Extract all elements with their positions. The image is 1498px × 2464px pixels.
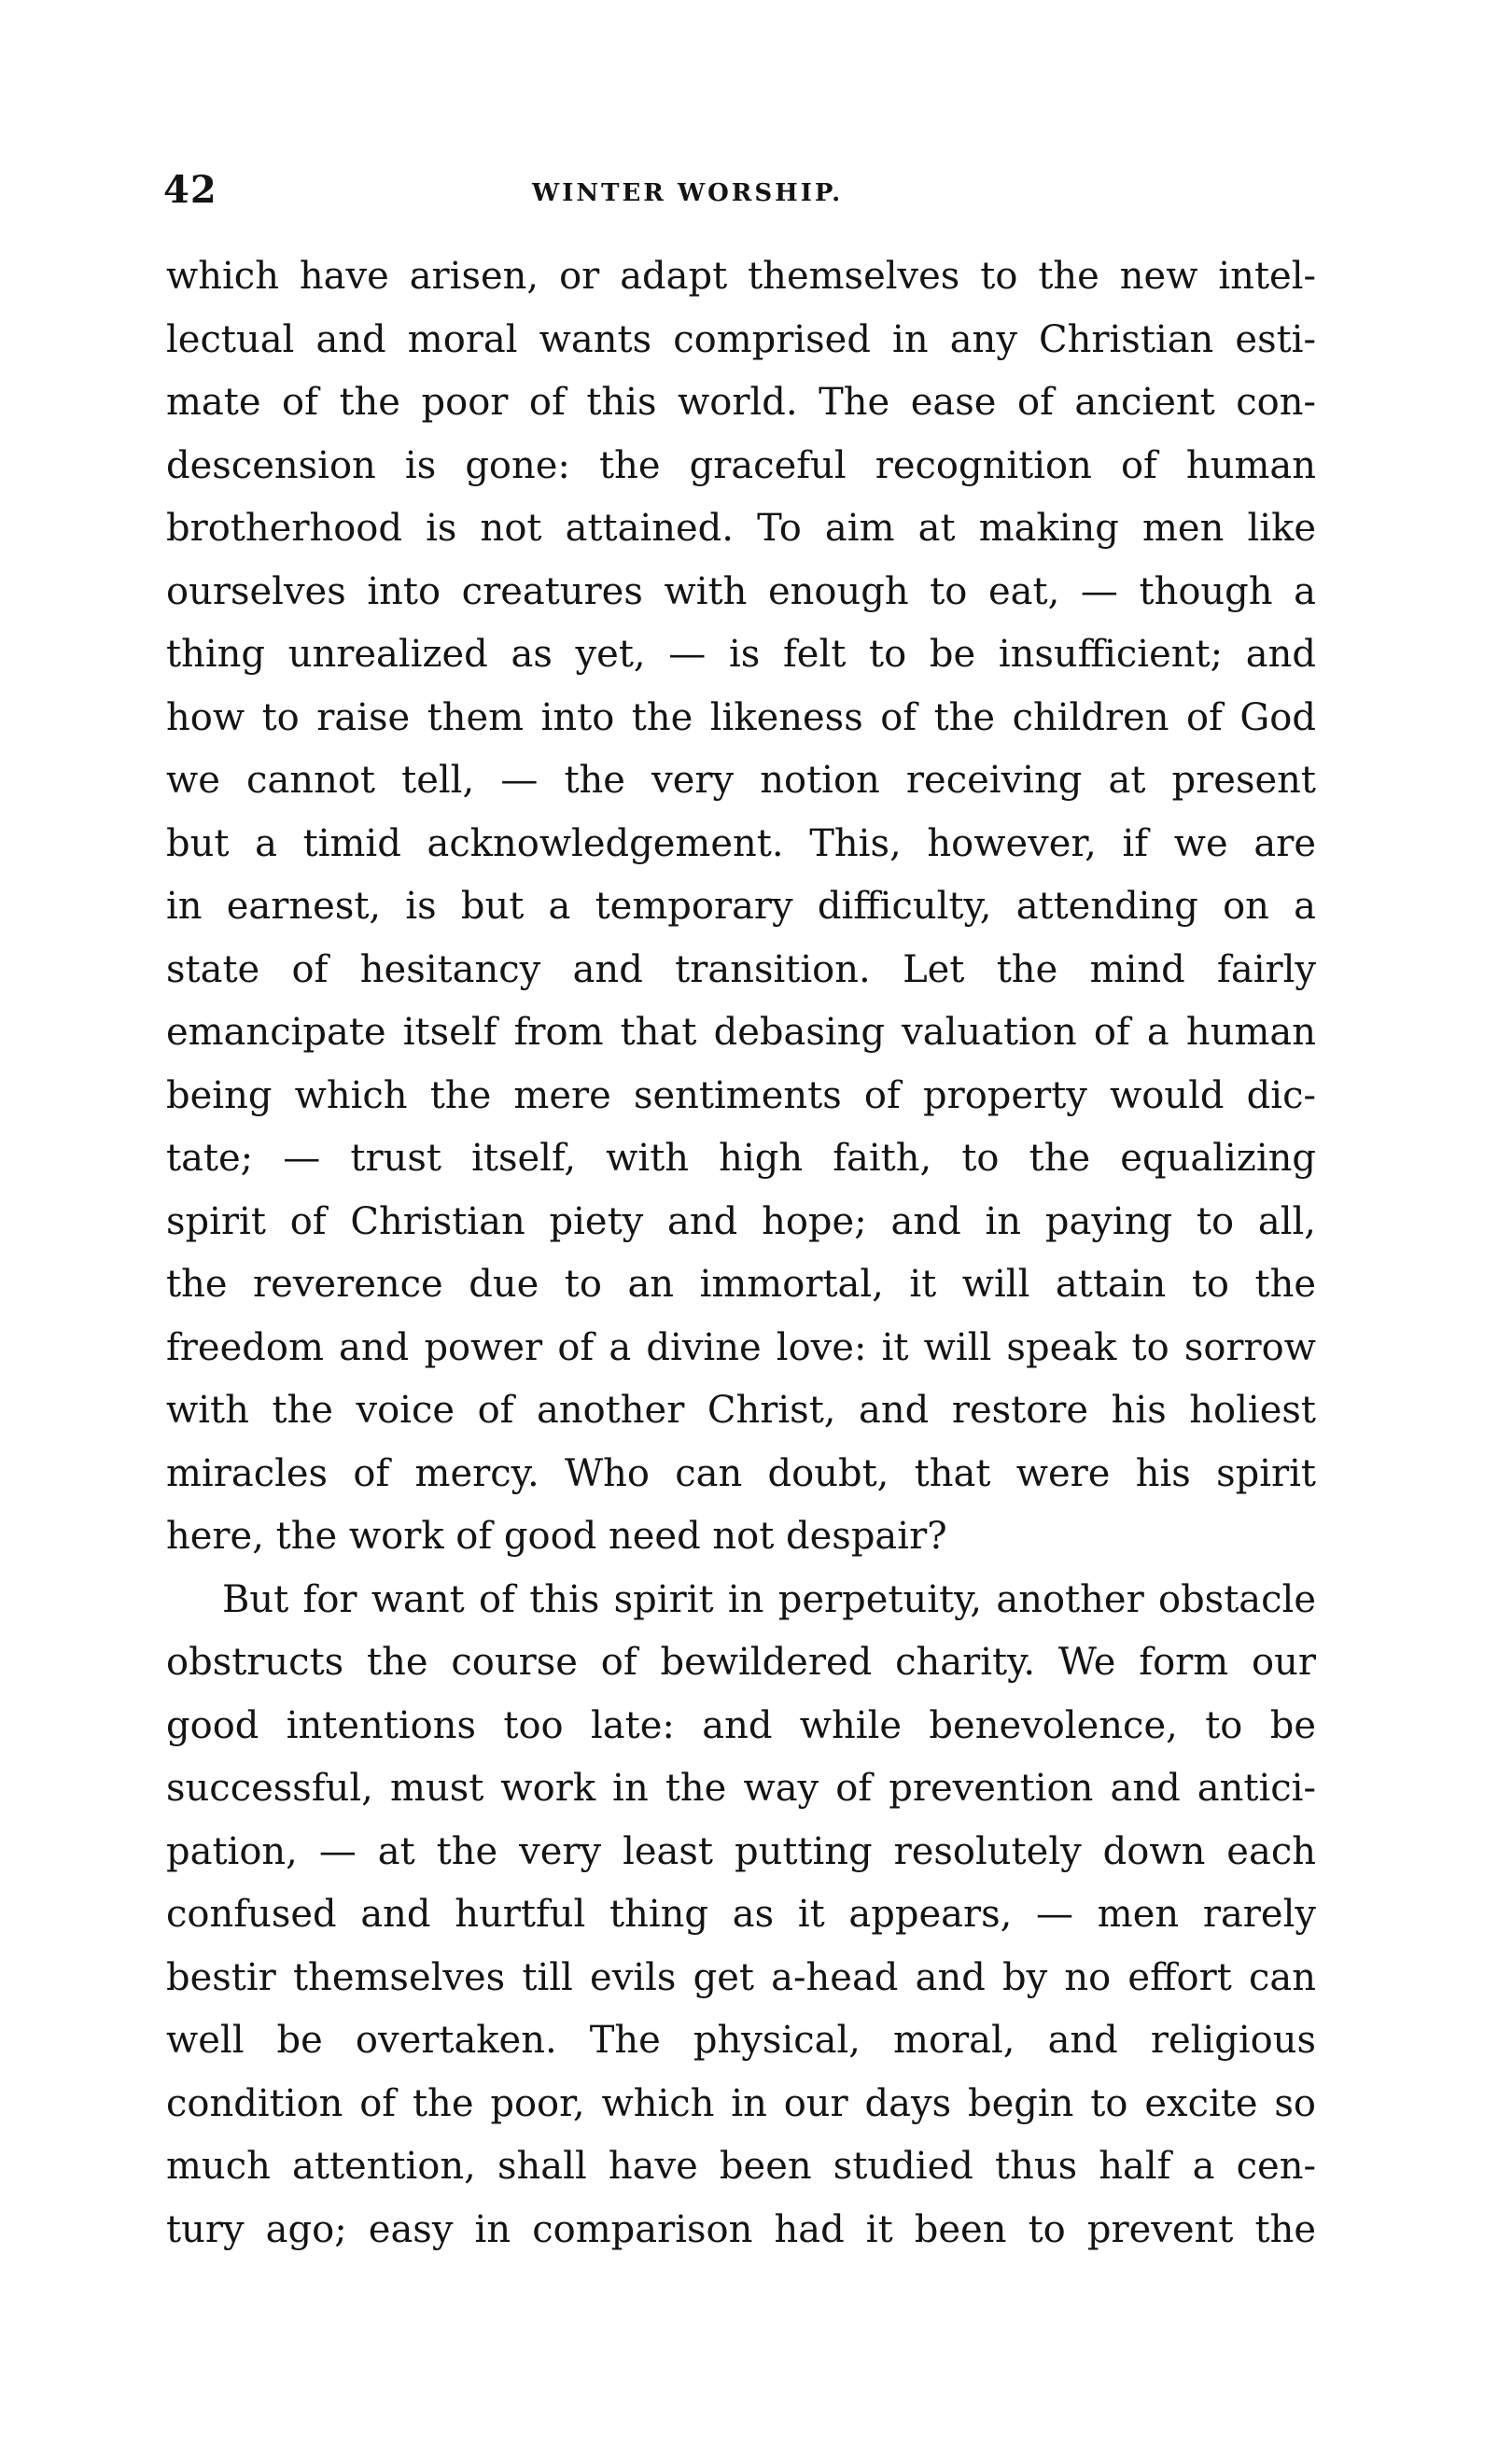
text-line: freedom and power of a divine love: it will speak to sorrow: [166, 1325, 1316, 1369]
text-line: confused and hurtful thing as it appears, — men rarely: [166, 1893, 1316, 1936]
text-line: bestir themselves till evils get a-head and by no effort can: [166, 1955, 1316, 1999]
text-line: tury ago; easy in comparison had it been to prevent the: [166, 2207, 1316, 2251]
text-line: successful, must work in the way of prevention and antici-: [166, 1767, 1316, 1810]
text-line: but a timid acknowledgement. This, however, if we are: [166, 821, 1316, 865]
text-line: lectual and moral wants comprised in any Christian esti-: [166, 317, 1316, 361]
text-line: with the voice of another Christ, and restore his holiest: [166, 1389, 1316, 1432]
text-line: mate of the poor of this world. The ease of ancient con-: [166, 381, 1316, 424]
text-line: tate; — trust itself, with high faith, to the equalizing: [166, 1137, 1316, 1180]
text-line: emancipate itself from that debasing valuation of a human: [166, 1011, 1316, 1054]
text-line: ourselves into creatures with enough to eat, — though a: [166, 569, 1316, 613]
text-line: which have arisen, or adapt themselves to the new intel-: [166, 255, 1316, 298]
text-line: how to raise them into the likeness of the children of God: [166, 695, 1316, 739]
text-line: well be overtaken. The physical, moral, and religious: [166, 2019, 1316, 2062]
text-line: much attention, shall have been studied thus half a cen-: [166, 2145, 1316, 2188]
text-line: the reverence due to an immortal, it will attain to the: [166, 1263, 1316, 1306]
text-line: pation, — at the very least putting resolutely down each: [166, 1829, 1316, 1873]
text-line: brotherhood is not attained. To aim at making men like: [166, 507, 1316, 550]
text-line: descension is gone: the graceful recognition of human: [166, 443, 1316, 487]
paragraph-end-line: here, the work of good need not despair?: [166, 1515, 947, 1558]
text-line: we cannot tell, — the very notion receiving at present: [166, 759, 1316, 802]
text-line: condition of the poor, which in our days begin to excite so: [166, 2081, 1316, 2125]
text-line: in earnest, is but a temporary difficulty, attending on a: [166, 885, 1316, 928]
running-head: WINTER WORSHIP.: [532, 179, 844, 207]
text-line: being which the mere sentiments of property would dic-: [166, 1073, 1316, 1117]
text-line: miracles of mercy. Who can doubt, that were his spirit: [166, 1451, 1316, 1495]
text-line: spirit of Christian piety and hope; and in paying to all,: [166, 1199, 1316, 1243]
page-number: 42: [163, 168, 217, 212]
text-line: obstructs the course of bewildered charity. We form our: [166, 1641, 1316, 1684]
body-text: [166, 245, 1316, 2261]
text-line: good intentions too late: and while benevolence, to be: [166, 1703, 1316, 1747]
text-line: state of hesitancy and transition. Let the mind fairly: [166, 947, 1316, 991]
page-header: [163, 168, 1321, 224]
text-line: thing unrealized as yet, — is felt to be insufficient; and: [166, 633, 1316, 676]
paragraph-start-line: But for want of this spirit in perpetuity, another obstacle: [222, 1577, 1316, 1621]
